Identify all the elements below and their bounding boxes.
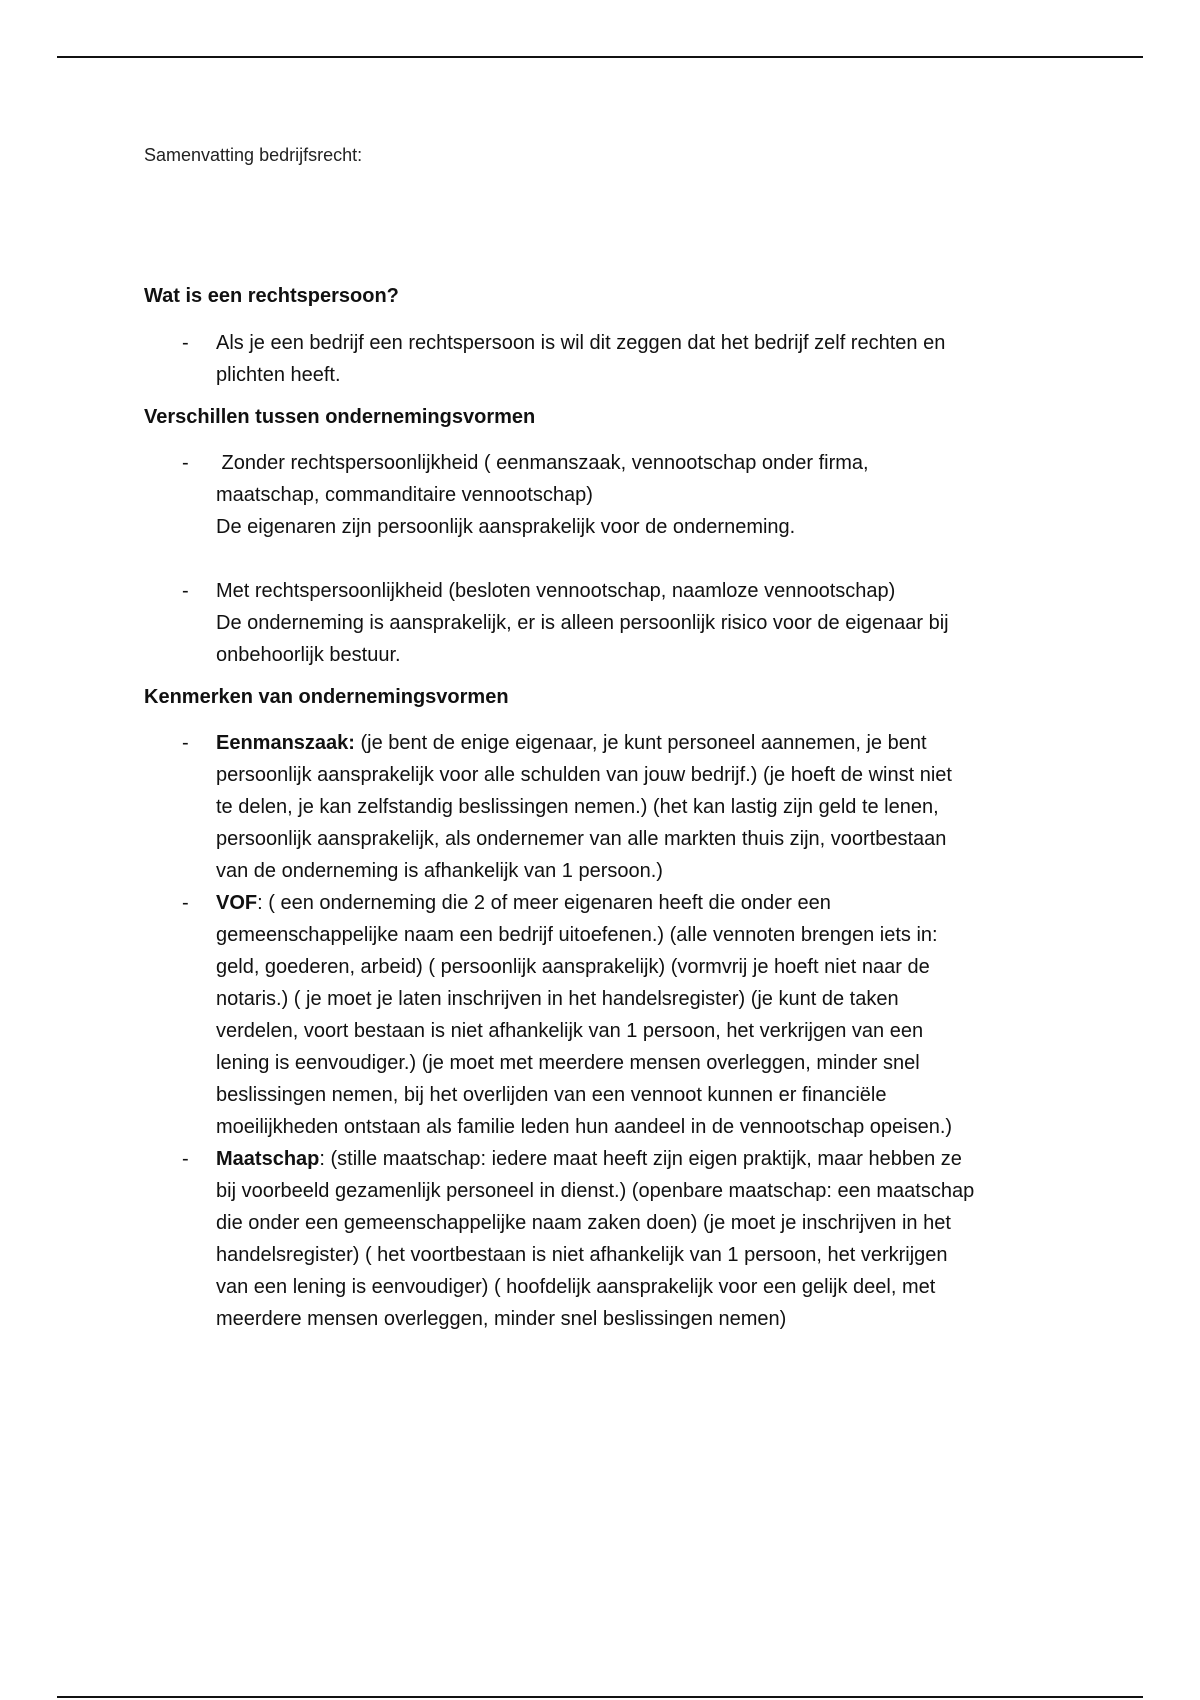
list-item-line: persoonlijk aansprakelijk voor alle schulden van jouw bedrijf.) (je hoeft de winst niet	[216, 764, 952, 786]
list-item	[144, 327, 1064, 391]
list-item-line: meerdere mensen overleggen, minder snel beslissingen nemen)	[216, 1308, 787, 1330]
list-item-line: De onderneming is aansprakelijk, er is alleen persoonlijk risico voor de eigenaar bij	[216, 612, 949, 634]
item-label: VOF	[216, 892, 258, 914]
list-item-line: die onder een gemeenschappelijke naam zaken doen) (je moet je inschrijven in het	[216, 1212, 951, 1234]
bullet-list	[144, 727, 1064, 1335]
item-text: (je bent de enige eigenaar, je kunt personeel aannemen, je bent	[354, 732, 927, 754]
list-item-line: beslissingen nemen, bij het overlijden van een vennoot kunnen er financiële	[216, 1084, 887, 1106]
list-item-line: te delen, je kan zelfstandig beslissingen nemen.) (het kan lastig zijn geld te lenen,	[216, 796, 939, 818]
list-item-line: onbehoorlijk bestuur.	[216, 644, 401, 666]
list-item-line: persoonlijk aansprakelijk, als ondernemer van alle markten thuis zijn, voortbestaan	[216, 828, 947, 850]
list-item-first-line	[216, 887, 1064, 919]
list-item-line: gemeenschappelijke naam een bedrijf uitoefenen.) (alle vennoten brengen iets in:	[216, 924, 938, 946]
list-item-line: Met rechtspersoonlijkheid (besloten vennootschap, naamloze vennootschap)	[216, 580, 896, 602]
dash-bullet: -	[182, 892, 189, 914]
section-heading: Wat is een rechtspersoon?	[144, 285, 399, 307]
item-text: : ( een onderneming die 2 of meer eigenaren heeft die onder een	[257, 892, 831, 914]
dash-bullet: -	[182, 1148, 189, 1170]
list-item-line: maatschap, commanditaire vennootschap)	[216, 484, 593, 506]
document-body	[144, 282, 1064, 1335]
list-item	[144, 575, 1064, 671]
list-item-line: Als je een bedrijf een rechtspersoon is wil dit zeggen dat het bedrijf zelf rechten en	[216, 332, 946, 354]
list-item-line: van een lening is eenvoudiger) ( hoofdelijk aansprakelijk voor een gelijk deel, met	[216, 1276, 936, 1298]
section-heading: Verschillen tussen ondernemingsvormen	[144, 406, 536, 428]
item-label: Maatschap	[216, 1148, 320, 1170]
list-item-line: Zonder rechtspersoonlijkheid ( eenmanszaak, vennootschap onder firma,	[216, 452, 869, 474]
item-label: Eenmanszaak:	[216, 732, 355, 754]
list-item-line: bij voorbeeld gezamenlijk personeel in dienst.) (openbare maatschap: een maatschap	[216, 1180, 975, 1202]
dash-bullet: -	[182, 580, 189, 602]
list-item	[144, 887, 1064, 1143]
list-item	[144, 447, 1064, 543]
list-item-first-line	[216, 727, 1064, 759]
document-title: Samenvatting bedrijfsrecht:	[144, 145, 363, 165]
list-item-line: geld, goederen, arbeid) ( persoonlijk aansprakelijk) (vormvrij je hoeft niet naar de	[216, 956, 930, 978]
list-item-line: moeilijkheden ontstaan als familie leden hun aandeel in de vennootschap opeisen.)	[216, 1116, 953, 1138]
list-item-first-line	[216, 1143, 1064, 1175]
item-text: : (stille maatschap: iedere maat heeft zijn eigen praktijk, maar hebben ze	[319, 1148, 962, 1170]
dash-bullet: -	[182, 732, 189, 754]
list-item	[144, 727, 1064, 887]
bullet-list	[144, 447, 1064, 671]
bullet-list	[144, 327, 1064, 391]
list-item-line: De eigenaren zijn persoonlijk aansprakelijk voor de onderneming.	[216, 516, 796, 538]
section-heading: Kenmerken van ondernemingsvormen	[144, 686, 509, 708]
bottom-rule	[57, 1696, 1143, 1698]
list-item-line: handelsregister) ( het voortbestaan is niet afhankelijk van 1 persoon, het verkrijgen	[216, 1244, 948, 1266]
list-item	[144, 1143, 1064, 1335]
dash-bullet: -	[182, 452, 189, 474]
top-rule	[57, 56, 1143, 58]
list-item-line: plichten heeft.	[216, 364, 341, 386]
dash-bullet: -	[182, 332, 189, 354]
list-item-line: van de onderneming is afhankelijk van 1 persoon.)	[216, 860, 663, 882]
list-item-line: verdelen, voort bestaan is niet afhankelijk van 1 persoon, het verkrijgen van een	[216, 1020, 924, 1042]
list-item-line: notaris.) ( je moet je laten inschrijven in het handelsregister) (je kunt de taken	[216, 988, 899, 1010]
list-item-line: lening is eenvoudiger.) (je moet met meerdere mensen overleggen, minder snel	[216, 1052, 920, 1074]
